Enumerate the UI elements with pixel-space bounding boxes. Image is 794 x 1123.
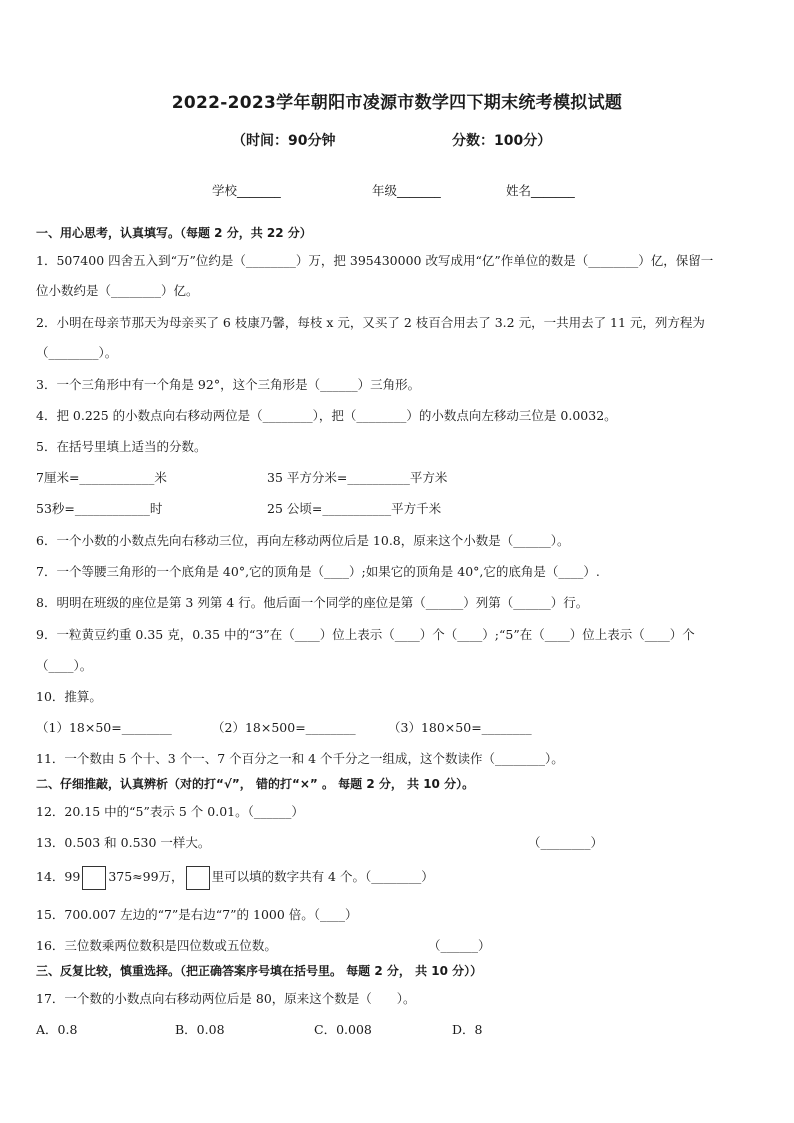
question-15: 15．700.007 左边的“7”是右边“7”的 1000 倍。（____） xyxy=(36,907,358,922)
question-1-line-1: 1．507400 四舍五入到“万”位约是（________）万，把 395430000 改写成用“亿”作单位的数是（________）亿，保留一 xyxy=(36,253,714,268)
page-title: 2022-2023学年朝阳市凌源市数学四下期末统考模拟试题 xyxy=(171,93,623,113)
section-2-heading: 二、仔细推敲，认真辨析（对的打“√”， 错的打“×” 。 每题 2 分， 共 10 分）。 xyxy=(36,777,475,791)
question-7: 7．一个等腰三角形的一个底角是 40°,它的顶角是（____）;如果它的顶角是 40°,它的底角是（____）. xyxy=(36,564,600,579)
question-5-item-d: 25 公顷=___________平方千米 xyxy=(267,501,442,516)
option-c: C．0.008 xyxy=(314,1022,372,1037)
question-16-answer: （______） xyxy=(428,938,491,953)
question-10-item-2: （2）18×500=________ xyxy=(212,720,356,735)
section-3-heading: 三、反复比较，慎重选择。（把正确答案序号填在括号里。 每题 2 分， 共 10 分）） xyxy=(36,964,483,978)
option-d: D．8 xyxy=(452,1022,483,1037)
question-5: 5．在括号里填上适当的分数。 xyxy=(36,439,207,454)
question-17: 17．一个数的小数点向右移动两位后是 80，原来这个数是（ ）。 xyxy=(36,991,416,1006)
exam-time: （时间：90分钟 xyxy=(232,133,336,149)
question-9-line-1: 9．一粒黄豆约重 0.35 克，0.35 中的“3”在（____）位上表示（____）个（____）;“5”在（____）位上表示（____）个 xyxy=(36,627,695,642)
question-5-item-b: 35 平方分米=__________平方米 xyxy=(267,470,448,485)
question-8: 8．明明在班级的座位是第 3 列第 4 行。他后面一个同学的座位是第（______）列第（______）行。 xyxy=(36,595,589,610)
option-a: A．0.8 xyxy=(36,1022,78,1037)
question-10-item-1: （1）18×50=________ xyxy=(36,720,172,735)
question-4: 4．把 0.225 的小数点向右移动两位是（________），把（________）的小数点向左移动三位是 0.0032。 xyxy=(36,408,617,423)
question-16: 16．三位数乘两位数积是四位数或五位数。 xyxy=(36,938,277,953)
exam-score: 分数：100分） xyxy=(452,133,552,149)
question-13: 13．0.503 和 0.530 一样大。 xyxy=(36,835,211,850)
blank-box xyxy=(186,866,210,890)
question-14-part-2: 375≈99万， xyxy=(108,869,184,884)
school-field: 学校_______ xyxy=(212,183,281,198)
question-2-line-2: （________）。 xyxy=(36,345,118,360)
question-13-answer: （________） xyxy=(528,835,604,850)
question-5-item-a: 7厘米=____________米 xyxy=(36,470,167,485)
question-14-part-1: 14．99 xyxy=(36,869,81,884)
question-14-part-3: 里可以填的数字共有 4 个。（________） xyxy=(211,869,434,884)
question-5-item-c: 53秒=____________时 xyxy=(36,501,163,516)
question-1-line-2: 位小数约是（________）亿。 xyxy=(36,283,199,298)
name-field: 姓名_______ xyxy=(506,183,575,198)
question-10: 10．推算。 xyxy=(36,689,102,704)
question-11: 11．一个数由 5 个十、3 个一、7 个百分之一和 4 个千分之一组成，这个数读作（________）。 xyxy=(36,751,564,766)
question-14 xyxy=(36,864,434,890)
question-2-line-1: 2．小明在母亲节那天为母亲买了 6 枝康乃馨，每枝 x 元，又买了 2 枝百合用去了 3.2 元，一共用去了 11 元，列方程为 xyxy=(36,315,705,330)
question-9-line-2: （____）。 xyxy=(36,658,93,673)
grade-field: 年级_______ xyxy=(372,183,441,198)
question-6: 6．一个小数的小数点先向右移动三位，再向左移动两位后是 10.8，原来这个小数是（______）。 xyxy=(36,533,570,548)
section-1-heading: 一、用心思考，认真填写。（每题 2 分，共 22 分） xyxy=(36,226,312,240)
question-12: 12．20.15 中的“5”表示 5 个 0.01。（______） xyxy=(36,804,304,819)
question-3: 3．一个三角形中有一个角是 92°，这个三角形是（______）三角形。 xyxy=(36,377,421,392)
blank-box xyxy=(82,866,106,890)
option-b: B．0.08 xyxy=(175,1022,225,1037)
question-10-item-3: （3）180×50=________ xyxy=(388,720,532,735)
